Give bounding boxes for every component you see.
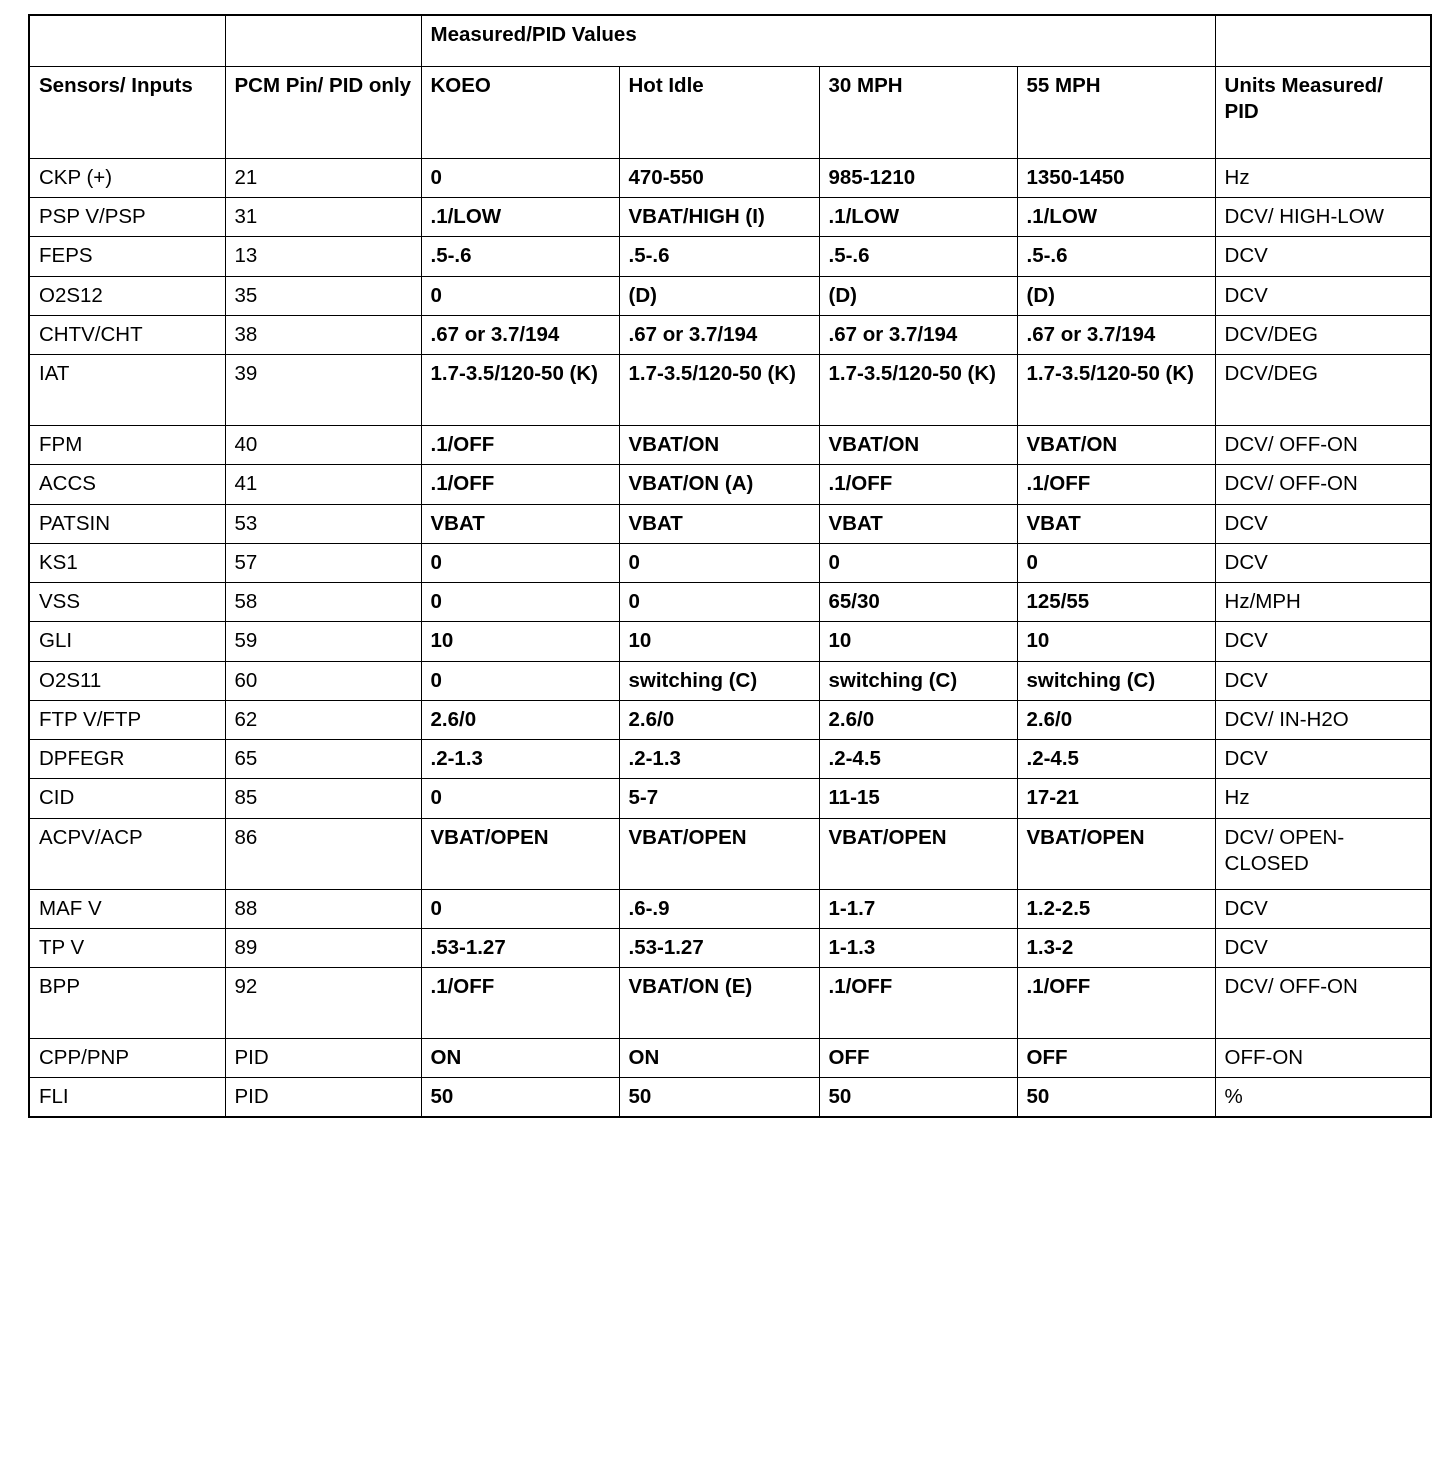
table-row [29,355,1431,426]
cell-hot-idle: 470-550 [619,159,819,198]
cell-pin: PID [225,1078,421,1118]
table-body [29,15,1431,1117]
cell-sensor: FEPS [29,237,225,276]
cell-55-mph: 50 [1017,1078,1215,1118]
table-row [29,928,1431,967]
cell-55-mph: .1/OFF [1017,465,1215,504]
table-banner-row [29,15,1431,67]
cell-55-mph: .67 or 3.7/194 [1017,315,1215,354]
table-row [29,1038,1431,1077]
cell-55-mph: VBAT [1017,504,1215,543]
cell-koeo: 50 [421,1078,619,1118]
cell-55-mph: 17-21 [1017,779,1215,818]
cell-sensor: CHTV/CHT [29,315,225,354]
cell-sensor: O2S12 [29,276,225,315]
cell-pin: 85 [225,779,421,818]
cell-pin: 58 [225,583,421,622]
cell-55-mph: VBAT/ON [1017,426,1215,465]
cell-units: DCV/DEG [1215,355,1431,426]
sensor-pid-values-table [28,14,1432,1118]
cell-pin: 59 [225,622,421,661]
cell-pin: 39 [225,355,421,426]
cell-units: DCV [1215,661,1431,700]
cell-koeo: VBAT/OPEN [421,818,619,889]
cell-koeo: .1/LOW [421,198,619,237]
banner-cell-empty-1 [29,15,225,67]
cell-55-mph: OFF [1017,1038,1215,1077]
cell-30-mph: .5-.6 [819,237,1017,276]
cell-sensor: IAT [29,355,225,426]
cell-units: DCV/ OPEN-CLOSED [1215,818,1431,889]
cell-koeo: 0 [421,543,619,582]
cell-hot-idle: .5-.6 [619,237,819,276]
cell-units: DCV [1215,740,1431,779]
table-row [29,237,1431,276]
table-row [29,315,1431,354]
table-row [29,159,1431,198]
cell-55-mph: switching (C) [1017,661,1215,700]
cell-sensor: FLI [29,1078,225,1118]
cell-koeo: .53-1.27 [421,928,619,967]
table-header-row [29,67,1431,159]
cell-koeo: .1/OFF [421,967,619,1038]
cell-units: DCV [1215,276,1431,315]
cell-30-mph: 985-1210 [819,159,1017,198]
cell-30-mph: 2.6/0 [819,700,1017,739]
table-row [29,504,1431,543]
cell-30-mph: 50 [819,1078,1017,1118]
cell-hot-idle: .53-1.27 [619,928,819,967]
cell-koeo: 1.7-3.5/120-50 (K) [421,355,619,426]
column-header-30-mph: 30 MPH [819,67,1017,159]
cell-pin: 13 [225,237,421,276]
cell-55-mph: .1/OFF [1017,967,1215,1038]
cell-units: DCV [1215,889,1431,928]
cell-sensor: CPP/PNP [29,1038,225,1077]
cell-pin: 35 [225,276,421,315]
cell-sensor: CID [29,779,225,818]
cell-units: DCV/ OFF-ON [1215,465,1431,504]
cell-koeo: 0 [421,159,619,198]
cell-30-mph: 10 [819,622,1017,661]
column-header-hot-idle: Hot Idle [619,67,819,159]
cell-55-mph: 1.2-2.5 [1017,889,1215,928]
cell-55-mph: .1/LOW [1017,198,1215,237]
cell-pin: 53 [225,504,421,543]
cell-pin: 40 [225,426,421,465]
cell-koeo: .1/OFF [421,426,619,465]
cell-units: % [1215,1078,1431,1118]
table-row [29,661,1431,700]
table-row [29,740,1431,779]
table-row [29,889,1431,928]
table-row [29,818,1431,889]
cell-hot-idle: VBAT/ON (A) [619,465,819,504]
cell-pin: 60 [225,661,421,700]
cell-pin: 31 [225,198,421,237]
cell-units: DCV [1215,237,1431,276]
cell-sensor: GLI [29,622,225,661]
cell-30-mph: 11-15 [819,779,1017,818]
cell-hot-idle: 50 [619,1078,819,1118]
cell-30-mph: .67 or 3.7/194 [819,315,1017,354]
cell-koeo: .67 or 3.7/194 [421,315,619,354]
cell-pin: 62 [225,700,421,739]
cell-pin: 65 [225,740,421,779]
column-header-pcm-pin-pid-only: PCM Pin/ PID only [225,67,421,159]
cell-hot-idle: VBAT [619,504,819,543]
cell-units: DCV [1215,504,1431,543]
table-row [29,779,1431,818]
cell-hot-idle: .6-.9 [619,889,819,928]
cell-hot-idle: .2-1.3 [619,740,819,779]
cell-hot-idle: 1.7-3.5/120-50 (K) [619,355,819,426]
cell-koeo: VBAT [421,504,619,543]
cell-hot-idle: 2.6/0 [619,700,819,739]
cell-pin: 86 [225,818,421,889]
cell-units: Hz [1215,779,1431,818]
table-row [29,426,1431,465]
cell-units: DCV [1215,622,1431,661]
table-row [29,198,1431,237]
column-header-55-mph: 55 MPH [1017,67,1215,159]
cell-pin: 88 [225,889,421,928]
cell-55-mph: 10 [1017,622,1215,661]
cell-koeo: 10 [421,622,619,661]
cell-koeo: 0 [421,889,619,928]
cell-30-mph: .2-4.5 [819,740,1017,779]
cell-55-mph: .2-4.5 [1017,740,1215,779]
cell-koeo: .1/OFF [421,465,619,504]
cell-hot-idle: VBAT/ON [619,426,819,465]
cell-pin: PID [225,1038,421,1077]
cell-30-mph: switching (C) [819,661,1017,700]
table-row [29,622,1431,661]
cell-hot-idle: .67 or 3.7/194 [619,315,819,354]
cell-pin: 21 [225,159,421,198]
banner-cell-empty-3 [1215,15,1431,67]
cell-30-mph: VBAT/OPEN [819,818,1017,889]
cell-55-mph: 0 [1017,543,1215,582]
cell-units: DCV/ IN-H2O [1215,700,1431,739]
cell-sensor: ACPV/ACP [29,818,225,889]
cell-sensor: DPFEGR [29,740,225,779]
cell-30-mph: 0 [819,543,1017,582]
cell-55-mph: VBAT/OPEN [1017,818,1215,889]
cell-koeo: 0 [421,276,619,315]
cell-30-mph: .1/LOW [819,198,1017,237]
cell-koeo: 2.6/0 [421,700,619,739]
cell-units: DCV [1215,928,1431,967]
cell-30-mph: OFF [819,1038,1017,1077]
cell-sensor: O2S11 [29,661,225,700]
cell-koeo: 0 [421,583,619,622]
cell-sensor: ACCS [29,465,225,504]
column-header-sensors-inputs: Sensors/ Inputs [29,67,225,159]
cell-sensor: FTP V/FTP [29,700,225,739]
table-row [29,276,1431,315]
table-row [29,583,1431,622]
cell-hot-idle: switching (C) [619,661,819,700]
cell-sensor: KS1 [29,543,225,582]
cell-hot-idle: VBAT/OPEN [619,818,819,889]
cell-30-mph: 65/30 [819,583,1017,622]
cell-sensor: PSP V/PSP [29,198,225,237]
cell-55-mph: 1.7-3.5/120-50 (K) [1017,355,1215,426]
table-row [29,543,1431,582]
cell-sensor: TP V [29,928,225,967]
column-header-units-measured-pid: Units Measured/ PID [1215,67,1431,159]
cell-55-mph: 125/55 [1017,583,1215,622]
cell-hot-idle: VBAT/HIGH (I) [619,198,819,237]
cell-units: DCV/ OFF-ON [1215,967,1431,1038]
cell-pin: 92 [225,967,421,1038]
cell-units: DCV/DEG [1215,315,1431,354]
cell-pin: 57 [225,543,421,582]
cell-sensor: CKP (+) [29,159,225,198]
cell-hot-idle: 0 [619,543,819,582]
cell-hot-idle: VBAT/ON (E) [619,967,819,1038]
cell-units: Hz [1215,159,1431,198]
cell-koeo: .5-.6 [421,237,619,276]
cell-55-mph: .5-.6 [1017,237,1215,276]
cell-55-mph: (D) [1017,276,1215,315]
cell-units: OFF-ON [1215,1038,1431,1077]
table-row [29,465,1431,504]
cell-55-mph: 1350-1450 [1017,159,1215,198]
cell-units: DCV/ OFF-ON [1215,426,1431,465]
cell-koeo: ON [421,1038,619,1077]
cell-55-mph: 2.6/0 [1017,700,1215,739]
cell-55-mph: 1.3-2 [1017,928,1215,967]
cell-30-mph: VBAT/ON [819,426,1017,465]
cell-hot-idle: (D) [619,276,819,315]
cell-hot-idle: 0 [619,583,819,622]
cell-units: DCV [1215,543,1431,582]
cell-koeo: 0 [421,661,619,700]
cell-30-mph: .1/OFF [819,967,1017,1038]
table-row [29,967,1431,1038]
table-row [29,1078,1431,1118]
cell-koeo: 0 [421,779,619,818]
cell-sensor: VSS [29,583,225,622]
cell-30-mph: (D) [819,276,1017,315]
cell-sensor: BPP [29,967,225,1038]
cell-units: Hz/MPH [1215,583,1431,622]
cell-pin: 38 [225,315,421,354]
cell-sensor: PATSIN [29,504,225,543]
cell-30-mph: .1/OFF [819,465,1017,504]
banner-cell-empty-2 [225,15,421,67]
column-header-koeo: KOEO [421,67,619,159]
cell-hot-idle: 10 [619,622,819,661]
cell-hot-idle: 5-7 [619,779,819,818]
table-row [29,700,1431,739]
cell-30-mph: VBAT [819,504,1017,543]
cell-units: DCV/ HIGH-LOW [1215,198,1431,237]
cell-sensor: MAF V [29,889,225,928]
cell-30-mph: 1-1.3 [819,928,1017,967]
cell-koeo: .2-1.3 [421,740,619,779]
banner-measured-pid-values: Measured/PID Values [421,15,1215,67]
cell-hot-idle: ON [619,1038,819,1077]
cell-30-mph: 1.7-3.5/120-50 (K) [819,355,1017,426]
cell-pin: 41 [225,465,421,504]
cell-pin: 89 [225,928,421,967]
cell-30-mph: 1-1.7 [819,889,1017,928]
cell-sensor: FPM [29,426,225,465]
